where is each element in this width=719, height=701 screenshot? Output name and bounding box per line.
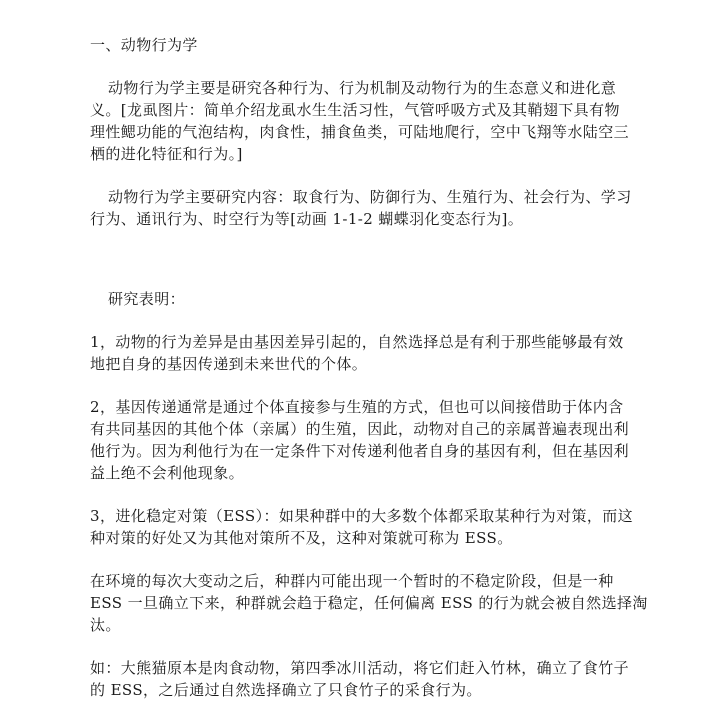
text-line: 栖的进化特征和行为。] [90, 145, 243, 163]
text-line: 的 ESS，之后通过自然选择确立了只食竹子的采食行为。 [90, 681, 482, 699]
text-line: 3，进化稳定对策（ESS）：如果种群中的大多数个体都采取某种行为对策，而这 [90, 507, 634, 525]
text-line: 他行为。因为利他行为在一定条件下对传递利他者自身的基因有利，但在基因利 [90, 442, 630, 460]
text-line: 如：大熊猫原本是肉食动物，第四季冰川活动，将它们赶入竹林，确立了食竹子 [90, 659, 630, 677]
text-line: 汰。 [90, 616, 121, 634]
text-line: 动物行为学主要是研究各种行为、行为机制及动物行为的生态意义和进化意 [108, 79, 617, 97]
text-line: 有共同基因的其他个体（亲属）的生殖，因此，动物对自己的亲属普遍表现出利 [90, 420, 630, 438]
section-title: 一、动物行为学 [90, 36, 198, 54]
text-line: 1，动物的行为差异是由基因差异引起的，自然选择总是有利于那些能够最有效 [90, 333, 624, 351]
text-line: 2，基因传递通常是通过个体直接参与生殖的方式，但也可以间接借助于体内含 [90, 398, 624, 416]
text-line: 种对策的好处又为其他对策所不及，这种对策就可称为 ESS。 [90, 529, 513, 547]
text-line: 在环境的每次大变动之后，种群内可能出现一个暂时的不稳定阶段，但是一种 [90, 572, 614, 590]
text-line: ESS 一旦确立下来，种群就会趋于稳定，任何偏离 ESS 的行为就会被自然选择淘 [90, 594, 648, 612]
text-line: 地把自身的基因传递到未来世代的个体。 [90, 355, 368, 373]
text-line: 动物行为学主要研究内容：取食行为、防御行为、生殖行为、社会行为、学习 [108, 188, 632, 206]
text-line: 行为、通讯行为、时空行为等[动画 1-1-2 蝴蝶羽化变态行为]。 [90, 210, 524, 228]
text-line: 理性鳃功能的气泡结构，肉食性，捕食鱼类，可陆地爬行，空中飞翔等水陆空三 [90, 123, 630, 141]
research-heading: 研究表明： [108, 290, 186, 308]
text-line: 益上绝不会利他现象。 [90, 464, 245, 482]
text-line: 义。[龙虱图片：简单介绍龙虱水生生活习性，气管呼吸方式及其鞘翅下具有物 [90, 101, 620, 119]
